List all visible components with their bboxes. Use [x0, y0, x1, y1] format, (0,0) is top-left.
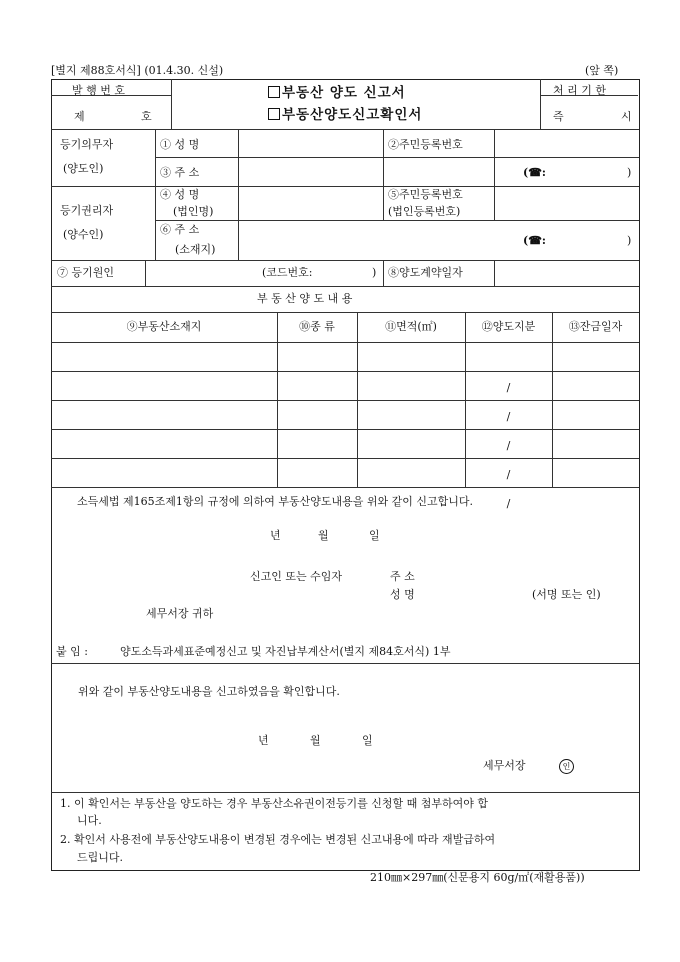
declaration-month: 월 [318, 529, 329, 542]
holder-id-sublabel: (법인등록번호) [388, 205, 461, 218]
note-1: 1. 이 확인서는 부동산을 양도하는 경우 부동산소유권이전등기를 신청할 때 첨부하여야 합 [60, 797, 488, 810]
table-row: / [506, 497, 511, 510]
declaration-year: 년 [270, 529, 281, 542]
confirmation-month: 월 [310, 734, 321, 747]
holder-name-sublabel: (법인명) [173, 205, 214, 218]
je-label: 제 [74, 110, 85, 123]
confirmation-signer: 세무서장 [483, 759, 526, 772]
checkbox-report[interactable] [268, 86, 280, 98]
declaration-statement: 소득세법 제165조제1항의 규정에 의하여 부동산양도내용을 위와 같이 신고합니다. [77, 495, 473, 508]
form-title-report: 부동산 양도 신고서 [268, 86, 406, 101]
obligor-group-sublabel: (양도인) [63, 162, 104, 175]
table-row: / [506, 439, 511, 452]
column-header-area: ⑪면적(㎡) [385, 320, 437, 333]
confirmation-year: 년 [258, 734, 269, 747]
reporter-name-label: 성 명 [390, 588, 415, 601]
note-2-cont: 드립니다. [77, 851, 124, 864]
obligor-id-label: ②주민등록번호 [388, 138, 463, 151]
obligor-name-label: ① 성 명 [160, 138, 200, 151]
confirmation-statement: 위와 같이 부동산양도내용을 신고하였음을 확인합니다. [78, 685, 340, 698]
page-side-label: (앞 쪽) [585, 64, 619, 77]
holder-name-label: ④ 성 명 [160, 188, 200, 201]
note-2: 2. 확인서 사용전에 부동산양도내용이 변경된 경우에는 변경된 신고내용에 따라 재발급하여 [60, 833, 496, 846]
holder-id-label: ⑤주민등록번호 [388, 188, 463, 201]
holder-phone-label: (☎: [523, 234, 546, 247]
attachment-text: 양도소득과세표준예정신고 및 자진납부계산서(별지 제84호서식) 1부 [120, 645, 451, 658]
code-number-label: (코드번호: [262, 266, 313, 279]
reporter-label: 신고인 또는 수임자 [250, 570, 343, 583]
registration-cause-label: ⑦ 등기원인 [57, 266, 115, 279]
attachment-label: 붙 임 : [56, 645, 88, 658]
holder-address-sublabel: (소재지) [175, 243, 216, 256]
ho-label: 호 [141, 110, 152, 123]
form-title-confirmation: 부동산양도신고확인서 [268, 108, 422, 123]
checkbox-confirmation[interactable] [268, 108, 280, 120]
issue-number-label: 발 행 번 호 [72, 84, 125, 97]
addressee: 세무서장 귀하 [146, 607, 214, 620]
table-row: / [506, 410, 511, 423]
code-number-close: ) [372, 266, 377, 279]
form-reference: [별지 제88호서식] (01.4.30. 신설) [51, 64, 224, 77]
holder-group-sublabel: (양수인) [63, 228, 104, 241]
immediate-label: 즉 [553, 110, 564, 123]
table-row: / [506, 381, 511, 394]
confirmation-day: 일 [362, 734, 373, 747]
contract-date-label: ⑧양도계약일자 [388, 266, 463, 279]
declaration-day: 일 [369, 529, 380, 542]
column-header-type: ⑩종 류 [299, 320, 335, 333]
deadline-label: 처 리 기 한 [553, 84, 606, 97]
column-header-location: ⑨부동산소재지 [126, 320, 202, 333]
holder-group-label: 등기권리자 [60, 204, 114, 217]
signature-label: (서명 또는 인) [532, 588, 601, 601]
section-title: 부 동 산 양 도 내 용 [257, 292, 353, 305]
table-row: / [506, 468, 511, 481]
holder-address-label: ⑥ 주 소 [160, 223, 200, 236]
seal-icon: 인 [559, 759, 574, 774]
column-header-share: ⑫양도지분 [481, 320, 536, 333]
holder-phone-close: ) [627, 234, 632, 247]
column-header-balance-date: ⑬잔금일자 [568, 320, 623, 333]
obligor-phone-close: ) [627, 166, 632, 179]
note-1-cont: 니다. [77, 814, 102, 827]
obligor-group-label: 등기의무자 [60, 138, 114, 151]
obligor-address-label: ③ 주 소 [160, 166, 200, 179]
reporter-address-label: 주 소 [390, 570, 415, 583]
obligor-phone-label: (☎: [523, 166, 546, 179]
immediate-label-2: 시 [621, 110, 632, 123]
paper-spec: 210㎜×297㎜(신문용지 60g/㎡(재활용품)) [370, 871, 585, 884]
